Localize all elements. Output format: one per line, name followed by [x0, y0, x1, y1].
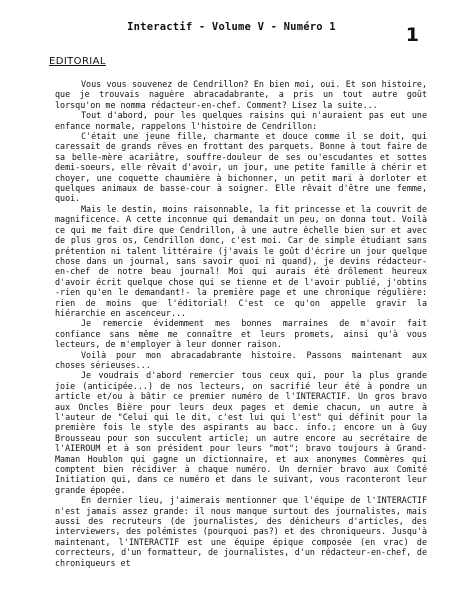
- paragraph: Tout d'abord, pour les quelques raisins qui n'auraient pas eut une enfance normale, rappelons l'histoire de Cendrillon:: [55, 110, 427, 131]
- paragraph: Je remercie évidemment mes bonnes marraines de m'avoir fait confiance sans même me connaître et leurs promets, ainsi qu'à vous lecteurs, de m'employer à leur donner raison.: [55, 318, 427, 350]
- paragraph: C'était une jeune fille, charmante et douce comme il se doit, qui caressait de grands rêves en frottant des parquets. Bonne à tout faire de sa belle-mère acariâtre, souffre-douleur de ses ou'escudantes et sottes demi-soeurs, elle rêvait d'avoir, un jour, une petite famille à chérir et choyer, une coquette chaumière à bichonner, un petit mari à dorloter et quelques animaux de basse-cour à soigner. Elle rêvait d'être une femme, quoi.: [55, 131, 427, 204]
- paragraph: En dernier lieu, j'aimerais mentionner que l'équipe de l'INTERACTIF n'est jamais assez grande: il nous manque surtout des journalistes, mais aussi des recruteurs (de journalistes, des dénicheurs d'articles, des interviewers, des polémistes (pourquoi pas?) et des chroniqueurs. Jusqu'à maintenant, l'INTERACTIF est une équipe épique composée (en vrac) de correcteurs, d'un formatteur, de journalistes, d'un rédacteur-en-chef, de chroniqueurs et: [55, 495, 427, 568]
- running-header: Interactif - Volume V - Numéro 1: [127, 21, 336, 33]
- paragraph: Mais le destin, moins raisonnable, la fit princesse et la couvrit de magnificence. A cette inconnue qui demandait un peu, on donna tout. Voilà ce qui me fait dire que Cendrillon, à une autre échelle bien sur et avec de plus gros os, Cendrillon donc, c'est moi. Car de simple étudiant sans prétention ni talent littéraire (j'avais le goût d'écrire un jour quelque chose dans un journal, sans savoir quoi ni quand), je devins rédacteur-en-chef de notre beau journal! Moi qui aurais été drôlement heureux d'avoir écrit quelque chose qui se tienne et de l'avoir publié, j'obtins -rien qu'en le demandant!- la première page et une chronique régulière: rien de moins que l'éditorial! C'est ce qu'on appelle gravir la hiérarchie en ascenceur...: [55, 203, 427, 318]
- paragraph: Voilà pour mon abracadabrante histoire. Passons maintenant aux choses sérieuses...: [55, 349, 427, 370]
- section-title: EDITORIAL: [49, 56, 106, 67]
- page-number: 1: [405, 24, 419, 46]
- editorial-body: [55, 79, 427, 568]
- paragraph: Je voudrais d'abord remercier tous ceux qui, pour la plus grande joie (anticipée...) de nos lecteurs, on sacrifié leur été à pondre un article et/ou à bâtir ce premier numéro de l'INTERACTIF. Un gros bravo aux Oncles Bière pour leurs deux pages et demie chacun, un autre à l'auteur de "Celui qui le dit, c'est lui qui l'est" qui définit pour la première fois le style des aspirants au bacc. info.; encore un à Guy Brousseau pour son succulent article; un autre encore au secrétaire de l'AIEROUM et à son président pour leurs "mot"; bravo toujours à Grand-Maman Houblon qui gagne un dictionnaire, et aux anonymes Commères qui comptent bien récidiver à chaque numéro. Un dernier bravo aux Comité Initiation qui, dans ce numéro et dans le suivant, vous raconteront leur grande épopée.: [55, 370, 427, 495]
- paragraph: Vous vous souvenez de Cendrillon? En bien moi, oui. Et son histoire, que je trouvais naguère abracadabrante, a pris un tout autre goût lorsqu'on me nomma rédacteur-en-chef. Comment? Lisez la suite...: [55, 79, 427, 110]
